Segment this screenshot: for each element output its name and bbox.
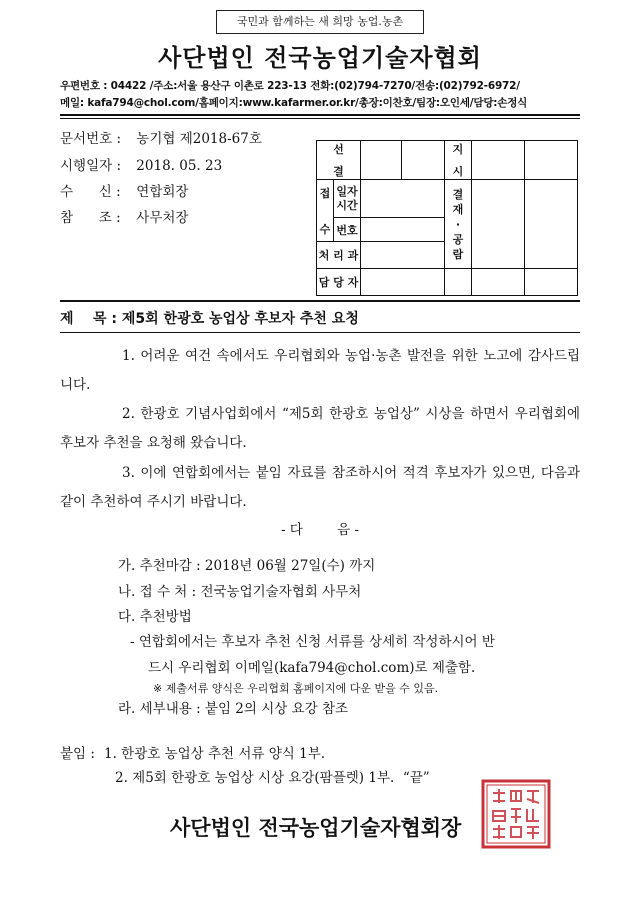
subject: 제 목 : 제5회 한광호 농업상 후보자 추천 요청 — [60, 311, 359, 327]
slogan-box: 국민과 함께하는 새 희망 농업.농촌 — [216, 10, 424, 34]
sender-name: 사단법인 전국농업기술자협회장 — [170, 816, 462, 840]
doc-number-label: 문서번호 : — [60, 131, 122, 147]
item-method: 다. 추천방법 — [118, 609, 192, 625]
paragraph-1: 1. 어려운 여건 속에서도 우리협회와 농업·농촌 발전을 위한 노고에 감사드립니다. — [60, 348, 580, 393]
recipient: 연합회장 — [136, 184, 189, 200]
paragraph-2: 2. 한광호 기념사업회에서 “제5회 한광호 농업상” 시상을 하면서 우리협회에 후보자 추천을 요청해 왔습니다. — [60, 406, 580, 451]
approval-jisi — [445, 141, 472, 180]
gyeol-char: 결 — [333, 165, 344, 178]
jeop-char: 접 — [319, 186, 331, 200]
subject-bottom-rule — [60, 332, 580, 333]
approval-cell — [525, 141, 578, 180]
reference-row — [60, 206, 188, 226]
recipient-label: 수 신 : — [60, 184, 121, 200]
attachment-label: 붙임 : — [60, 746, 95, 762]
approval-box — [316, 140, 578, 296]
item-details: 라. 세부내용 : 붙임 2의 시상 요강 참조 — [118, 701, 349, 717]
recipient-row — [60, 180, 188, 200]
approval-cell — [361, 269, 445, 296]
approval-cell — [445, 269, 472, 296]
official-seal — [481, 779, 551, 849]
item-deadline: 가. 추천마감 : 2018년 06월 27일(수) 까지 — [118, 558, 376, 574]
approval-cell — [361, 242, 445, 269]
reference-label: 참 조 : — [60, 210, 121, 226]
header-divider-thin — [60, 118, 580, 119]
item-method-note: ※ 제출서류 양식은 우리협회 홈페이지에 다운 받을 수 있음. — [153, 682, 439, 695]
approval-cell — [472, 269, 525, 296]
contact-line-1: 우편번호 : 04422 /주소:서울 용산구 이촌로 223-13 전화:(02)794-7270/전송:(02)792-6972/ — [60, 80, 520, 92]
approval-cell — [472, 141, 525, 180]
daum-heading: - 다 음 - — [280, 522, 360, 538]
subject-top-rule — [60, 300, 580, 302]
date-row — [60, 154, 222, 174]
attachment-1: 1. 한광호 농업상 추천 서류 양식 1부. — [104, 746, 326, 762]
doc-number: 농기협 제2018-67호 — [136, 131, 262, 147]
datetime-label: 일자 시간 — [334, 180, 361, 218]
approval-cell — [361, 141, 402, 180]
item-reception: 나. 접 수 처 : 전국농업기술자협회 사무처 — [118, 584, 362, 600]
approval-cell — [472, 180, 525, 269]
dept-label: 처 리 과 — [317, 242, 361, 269]
header-divider — [60, 114, 580, 116]
contact-line-2: 메일: kafa794@chol.com/홈페이지:www.kafarmer.or.kr/총장:이찬호/팀장:오인세/담당:손정식 — [60, 97, 528, 109]
seon-char: 선 — [333, 143, 344, 156]
su-char: 수 — [319, 222, 331, 236]
approval-cell — [525, 269, 578, 296]
attachment-2: 2. 제5회 한광호 농업상 시상 요강(팜플렛) 1부. “끝” — [115, 770, 430, 786]
item-method-detail-2: 드시 우리협회 이메일(kafa794@chol.com)로 제출함. — [148, 660, 476, 676]
issue-date: 2018. 05. 23 — [136, 158, 223, 174]
ji-char: 지 — [452, 143, 464, 156]
number-label: 번호 — [334, 218, 361, 242]
approval-cell — [402, 141, 445, 180]
approval-seongyeol — [317, 141, 361, 180]
date-label: 시행일자 : — [60, 158, 122, 174]
org-title: 사단법인 전국농업기술자협회 — [158, 44, 482, 72]
paragraph-3: 3. 이에 연합회에서는 붙임 자료를 참조하시어 적격 후보자가 있으면, 다음과 같이 추천하여 주시기 바랍니다. — [60, 465, 580, 510]
approval-cell — [361, 180, 445, 218]
item-method-detail-1: - 연합회에서는 후보자 추천 신청 서류를 상세히 작성하시어 반 — [130, 634, 495, 650]
si-char: 시 — [452, 165, 464, 178]
doc-number-row — [60, 127, 262, 147]
approval-jeopsu — [317, 180, 334, 242]
approval-cell — [361, 218, 445, 242]
person-label: 담 당 자 — [317, 269, 361, 296]
approval-cell — [525, 180, 578, 269]
gyeoljae-label: 결 재 · 공 람 — [445, 180, 472, 269]
reference: 사무처장 — [136, 210, 189, 226]
